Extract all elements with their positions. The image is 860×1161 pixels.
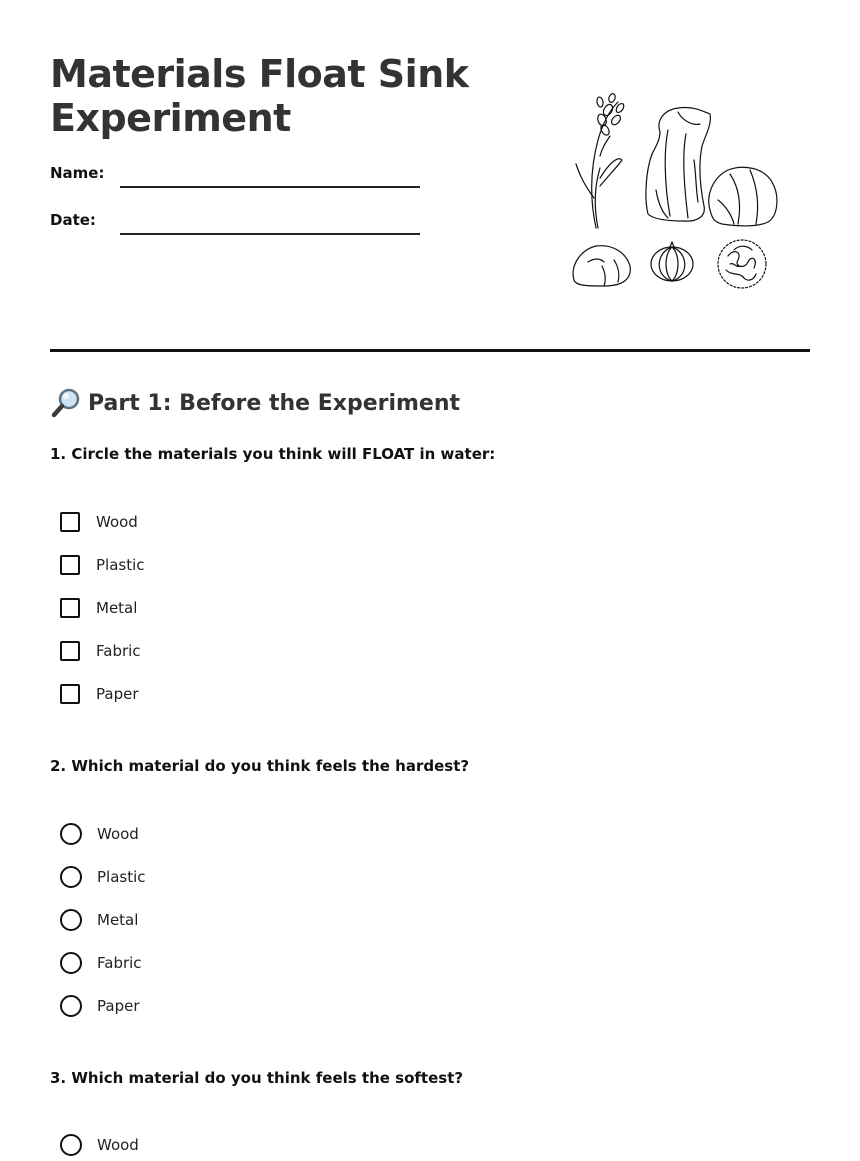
q2-option-wood[interactable]	[60, 822, 139, 846]
date-label: Date:	[50, 211, 96, 229]
magnifying-glass-icon	[50, 387, 82, 419]
name-field-row	[50, 164, 420, 188]
q1-option-paper[interactable]	[60, 682, 138, 706]
radio-button[interactable]	[60, 952, 82, 974]
radio-button[interactable]	[60, 866, 82, 888]
rock-icon	[709, 167, 777, 226]
option-label: Plastic	[97, 868, 146, 886]
date-field-row	[50, 211, 420, 235]
option-label: Wood	[97, 825, 139, 843]
option-label: Paper	[96, 685, 139, 703]
q3-option-wood[interactable]	[60, 1133, 139, 1157]
radio-button[interactable]	[60, 823, 82, 845]
q2-option-fabric[interactable]	[60, 951, 142, 975]
walnut-icon	[718, 240, 766, 288]
checkbox[interactable]	[60, 555, 80, 575]
q1-option-metal[interactable]	[60, 596, 137, 620]
section-title-text: Part 1: Before the Experiment	[88, 390, 461, 416]
q2-option-metal[interactable]	[60, 908, 138, 932]
checkbox[interactable]	[60, 512, 80, 532]
q1-option-plastic[interactable]	[60, 553, 145, 577]
option-label: Wood	[97, 1136, 139, 1154]
question-1: 1. Circle the materials you think will FLOAT in water:	[50, 445, 496, 463]
radio-button[interactable]	[60, 1134, 82, 1156]
radio-button[interactable]	[60, 995, 82, 1017]
name-label: Name:	[50, 164, 105, 182]
radio-button[interactable]	[60, 909, 82, 931]
option-label: Fabric	[97, 954, 142, 972]
question-3: 3. Which material do you think feels the softest?	[50, 1069, 464, 1087]
date-input-line[interactable]	[120, 233, 420, 235]
name-input-line[interactable]	[120, 186, 420, 188]
option-label: Wood	[96, 513, 138, 531]
q1-option-wood[interactable]	[60, 510, 138, 534]
q2-option-plastic[interactable]	[60, 865, 146, 889]
materials-illustration	[560, 90, 790, 300]
checkbox[interactable]	[60, 598, 80, 618]
q2-option-paper[interactable]	[60, 994, 139, 1018]
checkbox[interactable]	[60, 684, 80, 704]
option-label: Metal	[97, 911, 139, 929]
option-label: Paper	[97, 997, 140, 1015]
question-2: 2. Which material do you think feels the hardest?	[50, 757, 470, 775]
driftwood-icon	[646, 107, 710, 221]
page-title: Materials Float Sink Experiment	[50, 52, 469, 140]
section-divider	[50, 349, 810, 352]
stone-icon	[573, 246, 630, 286]
q1-option-fabric[interactable]	[60, 639, 141, 663]
option-label: Plastic	[96, 556, 145, 574]
option-label: Fabric	[96, 642, 141, 660]
pumpkin-icon	[651, 242, 693, 281]
checkbox[interactable]	[60, 641, 80, 661]
option-label: Metal	[96, 599, 138, 617]
section-heading-part1	[50, 386, 460, 420]
lavender-sprig-icon	[576, 93, 625, 228]
